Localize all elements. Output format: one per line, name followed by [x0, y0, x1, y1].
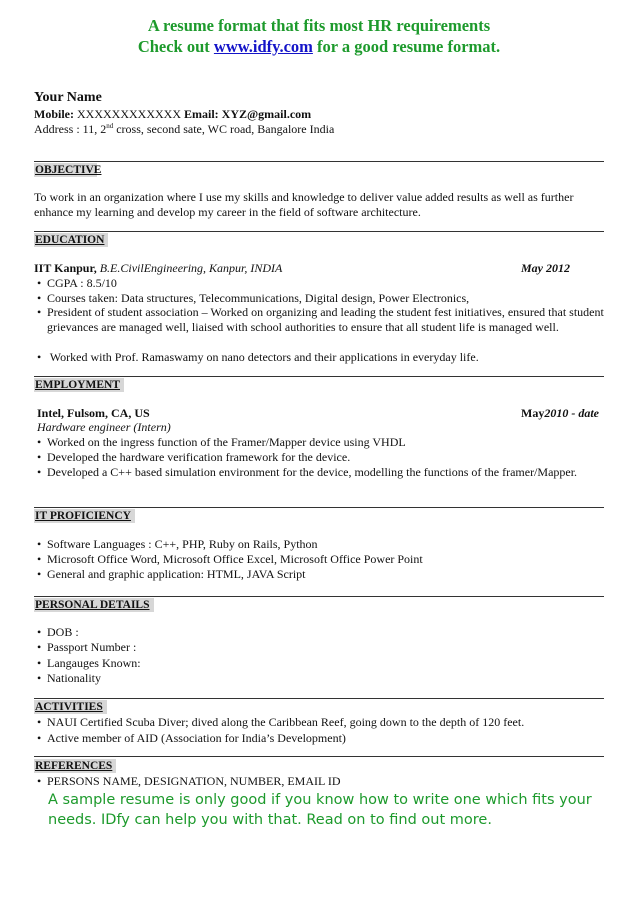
address-suffix: cross, second sate, WC road, Bangalore India	[113, 122, 335, 136]
promo-suffix: for a good resume format.	[312, 37, 501, 56]
objective-text: To work in an organization where I use my skills and knowledge to deliver value added results as well as further enhance my learning and develop my career in the field of software architecture.	[34, 190, 574, 219]
list-item: • NAUI Certified Scuba Diver; dived along the Caribbean Reef, going down to the depth of 120 feet.	[37, 715, 525, 729]
contact-line	[34, 107, 311, 122]
promo-line-2	[0, 37, 638, 56]
bullet-icon: •	[37, 291, 42, 305]
list-item: • Nationality	[37, 671, 101, 685]
list-item: • Software Languages : C++, PHP, Ruby on Rails, Python	[37, 537, 318, 551]
list-item: • General and graphic application: HTML, JAVA Script	[37, 567, 306, 581]
list-item: • Microsoft Office Word, Microsoft Office Excel, Microsoft Office Power Point	[37, 552, 423, 566]
address-sup: nd	[106, 122, 114, 130]
bullet-icon: •	[37, 305, 42, 319]
list-item: • Developed a C++ based simulation environment for the device, modelling the functions of the framer/Mapper.	[37, 465, 578, 479]
bullet-icon: •	[37, 640, 42, 654]
bullet-icon: •	[37, 671, 42, 685]
list-item: • Worked on the ingress function of the Framer/Mapper device using VHDL	[37, 435, 406, 449]
bullet-icon: •	[37, 715, 42, 729]
bullet-icon: •	[37, 435, 42, 449]
bullet-icon: •	[37, 774, 42, 788]
it-proficiency-heading: IT PROFICIENCY	[34, 509, 135, 523]
list-item: • PERSONS NAME, DESIGNATION, NUMBER, EMAIL ID	[37, 774, 341, 788]
list-item: • CGPA : 8.5/10	[37, 276, 117, 290]
objective-heading: OBJECTIVE	[35, 164, 102, 176]
list-item: • Passport Number :	[37, 640, 137, 654]
section-divider	[34, 376, 604, 377]
employment-company: Intel, Fulsom, CA, US	[37, 406, 150, 420]
section-divider	[34, 161, 604, 162]
candidate-name: Your Name	[34, 90, 102, 105]
mobile-value: XXXXXXXXXXXX	[74, 107, 184, 121]
section-divider	[34, 698, 604, 699]
list-item: • DOB :	[37, 625, 79, 639]
address-prefix: Address : 11, 2	[34, 122, 107, 136]
bullet-icon: •	[37, 567, 42, 581]
bullet-icon: •	[37, 625, 42, 639]
bullet-icon: •	[37, 276, 42, 290]
employment-role: Hardware engineer (Intern)	[37, 420, 171, 434]
bullet-icon: •	[37, 552, 42, 566]
bullet-icon: •	[37, 731, 42, 745]
bullet-icon: •	[37, 537, 42, 551]
institute-name: IIT Kanpur,	[34, 261, 97, 275]
education-date: May 2012	[521, 261, 570, 275]
bullet-icon: •	[37, 465, 42, 479]
bullet-icon: •	[37, 350, 42, 364]
section-divider	[34, 596, 604, 597]
section-divider	[34, 756, 604, 757]
bullet-icon: •	[37, 450, 42, 464]
email-value: XYZ@gmail.com	[218, 107, 312, 121]
list-item: • Active member of AID (Association for India’s Development)	[37, 731, 346, 745]
bullet-icon: •	[37, 656, 42, 670]
list-item: • Worked with Prof. Ramaswamy on nano detectors and their applications in everyday life.	[37, 350, 479, 364]
promo-line-1: A resume format that fits most HR requirements	[147, 16, 491, 35]
promo-prefix: Check out	[137, 37, 214, 56]
references-heading: REFERENCES	[34, 759, 116, 773]
address-line	[34, 122, 334, 137]
email-label: Email:	[184, 107, 219, 121]
section-divider	[34, 231, 604, 232]
personal-details-heading: PERSONAL DETAILS	[34, 598, 154, 612]
activities-heading: ACTIVITIES	[34, 700, 107, 714]
section-divider	[34, 507, 604, 508]
education-institute-line	[34, 261, 282, 276]
footer-promo-text: A sample resume is only good if you know how to write one which fits your needs. IDfy can help you with that. Read on to find out more.	[48, 792, 592, 828]
list-item: • Courses taken: Data structures, Telecommunications, Digital design, Power Electronics,	[37, 291, 470, 305]
employment-heading: EMPLOYMENT	[34, 378, 124, 392]
degree-text: B.E.CivilEngineering, Kanpur, INDIA	[96, 261, 283, 275]
list-item: • Langauges Known:	[37, 656, 141, 670]
list-item: • Developed the hardware verification framework for the device.	[37, 450, 351, 464]
employment-date: May2010 - date	[521, 406, 599, 420]
idfy-link[interactable]: www.idfy.com	[213, 37, 313, 56]
education-heading: EDUCATION	[34, 233, 108, 247]
list-item: • President of student association – Worked on organizing and leading the student fest initiatives, ensured that student grievances are managed well, liaised with school authorities to ensure that all student life is managed well.	[37, 305, 604, 334]
mobile-label: Mobile:	[34, 107, 74, 121]
